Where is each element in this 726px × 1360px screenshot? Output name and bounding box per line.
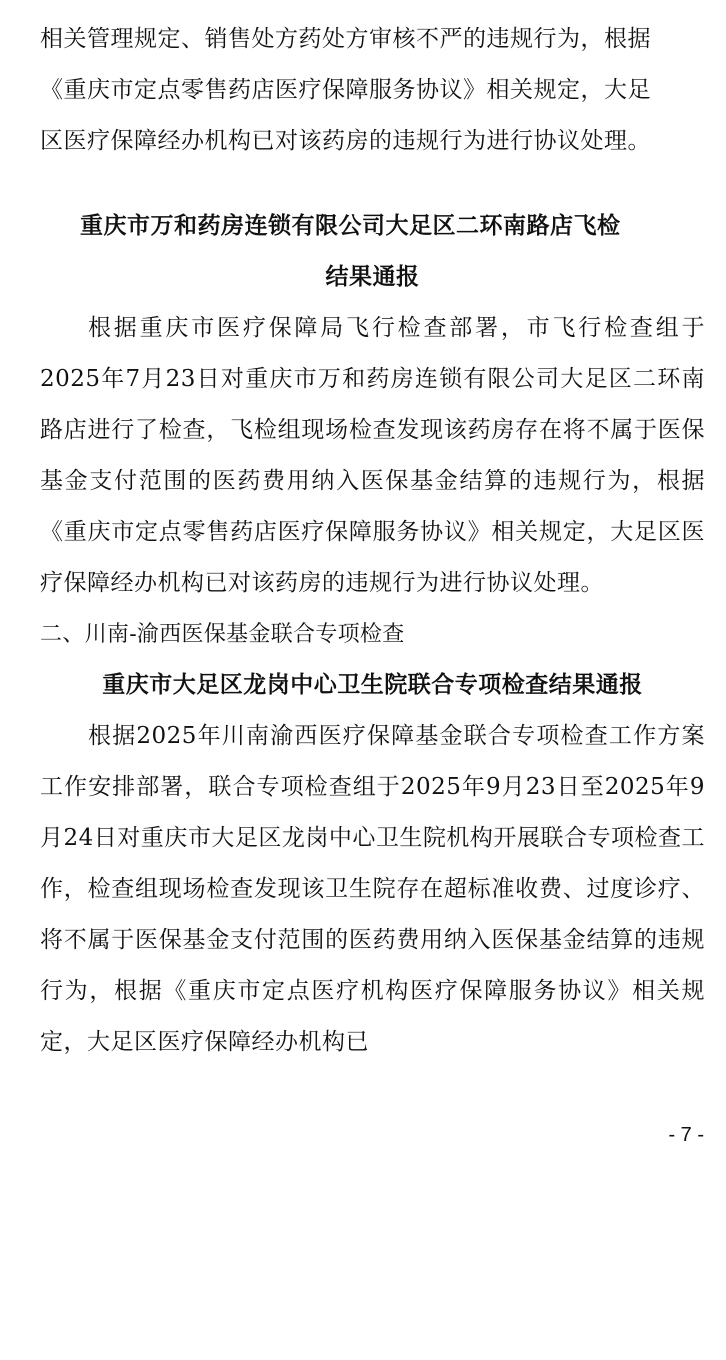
report1-title-line-2: 结果通报 bbox=[325, 264, 420, 290]
report2-title: 重庆市大足区龙岗中心卫生院联合专项检查结果通报 bbox=[102, 672, 643, 698]
report1-title bbox=[40, 201, 705, 303]
intro-line-1: 相关管理规定、销售处方药处方审核不严的违规行为，根据 bbox=[40, 26, 651, 52]
page-number: - 7 - bbox=[668, 1124, 704, 1146]
report2-body: 根据2025年川南渝西医疗保障基金联合专项检查工作方案工作安排部署，联合专项检查组于2025年9月23日至2025年9月24日对重庆市大足区龙岗中心卫生院机构开展联合专项检查工作，检查组现场检查发现该卫生院存在超标准收费、过度诊疗、将不属于医保基金支付范围的医药费用纳入医保基金结算的违规行为，根据《重庆市定点医疗机构医疗保障服务协议》相关规定，大足区医疗保障经办机构已 bbox=[40, 723, 705, 1055]
intro-paragraph bbox=[40, 14, 705, 167]
section2-title: 二、川南-渝西医保基金联合专项检查 bbox=[40, 622, 405, 647]
report1-body: 根据重庆市医疗保障局飞行检查部署，市飞行检查组于2025年7月23日对重庆市万和药房连锁有限公司大足区二环南路店进行了检查，飞检组现场检查发现该药房存在将不属于医保基金支付范围的医药费用纳入医保基金结算的违规行为，根据《重庆市定点零售药店医疗保障服务协议》相关规定，大足区医疗保障经办机构已对该药房的违规行为进行协议处理。 bbox=[40, 315, 705, 596]
intro-line-3: 区医疗保障经办机构已对该药房的违规行为进行协议处理。 bbox=[40, 128, 651, 154]
report1-title-line-1: 重庆市万和药房连锁有限公司大足区二环南路店飞检 bbox=[80, 213, 621, 239]
intro-line-2: 《重庆市定点零售药店医疗保障服务协议》相关规定，大足 bbox=[40, 77, 651, 103]
document-page bbox=[40, 14, 705, 1068]
